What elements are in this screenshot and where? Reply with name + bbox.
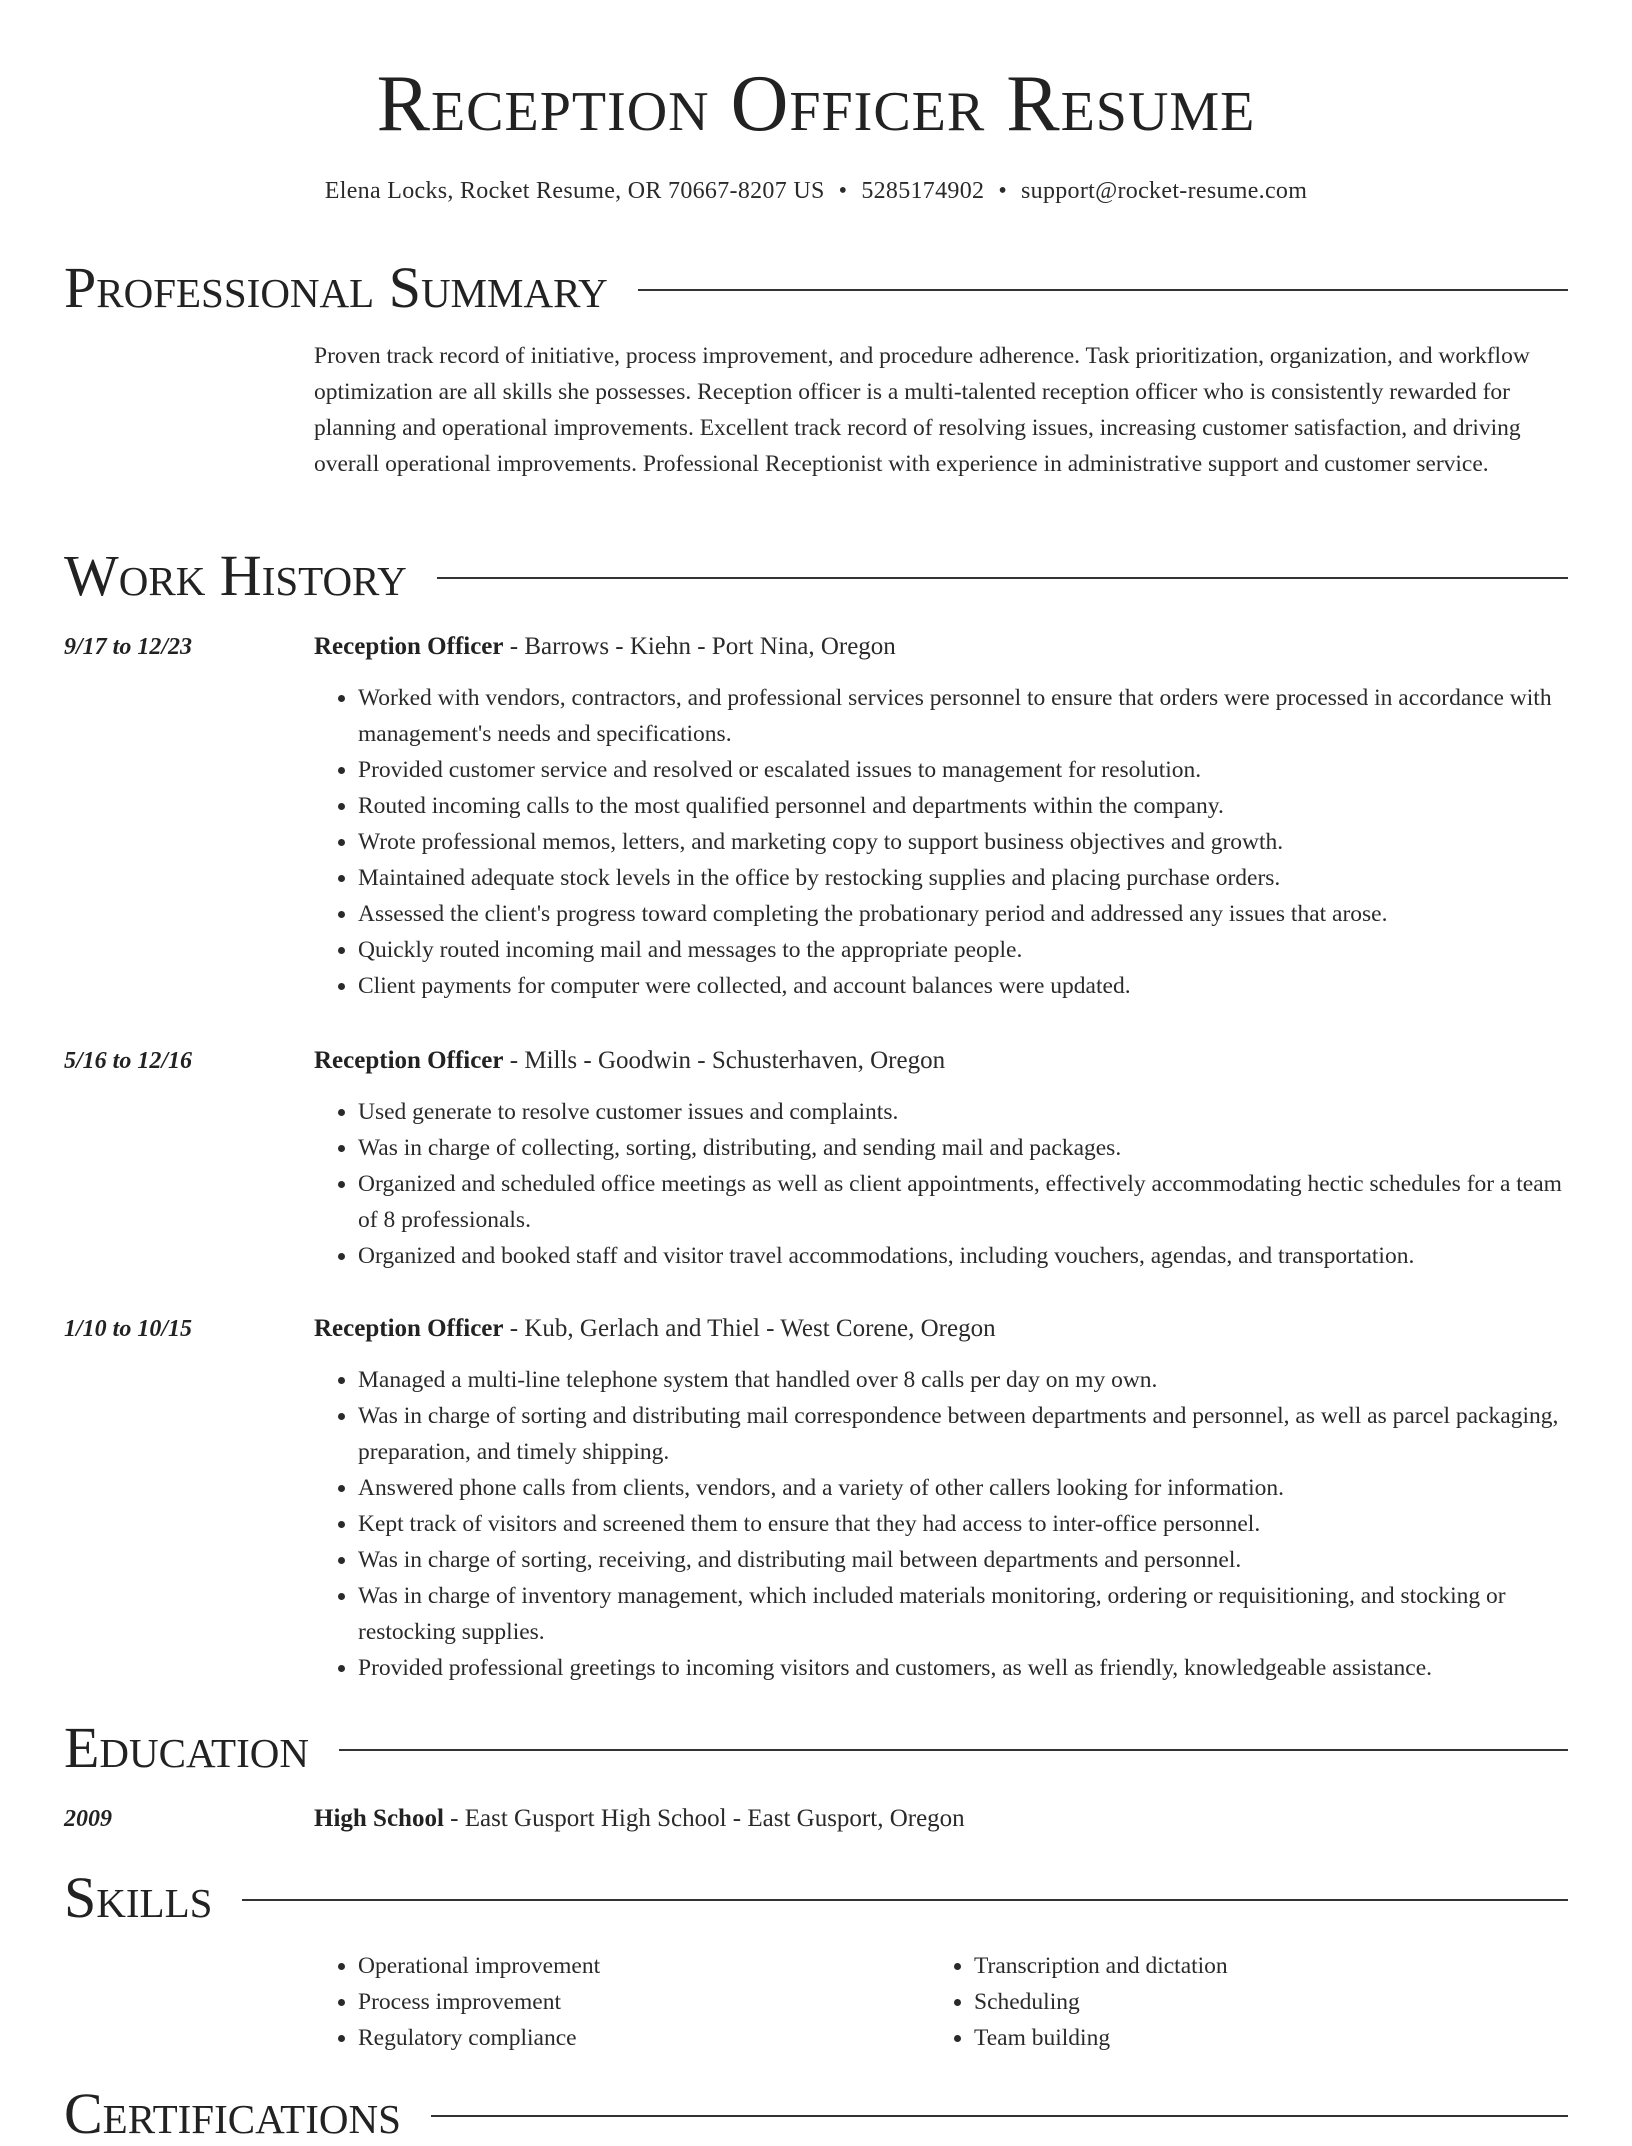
job-duty: • Wrote professional memos, letters, and marketing copy to support business objectives and growth. bbox=[358, 824, 1568, 860]
skill-item: • Transcription and dictation bbox=[974, 1948, 1546, 1984]
job-employer: - Mills - Goodwin - Schusterhaven, Oregon bbox=[503, 1047, 946, 1074]
contact-separator: • bbox=[998, 178, 1008, 204]
job-title: Reception Officer bbox=[314, 1315, 504, 1342]
contact-phone: 5285174902 bbox=[861, 178, 985, 204]
section-header-certifications bbox=[64, 2081, 1568, 2146]
section-title-skills: Skills bbox=[64, 1865, 213, 1930]
skill-item: • Operational improvement bbox=[358, 1948, 930, 1984]
contact-address: Elena Locks, Rocket Resume, OR 70667-8207 US bbox=[324, 178, 825, 204]
education-heading bbox=[314, 1802, 1568, 1836]
job-duty: • Organized and scheduled office meetings as well as client appointments, effectively accommodating hectic schedules for a team of 8 professionals. bbox=[358, 1166, 1568, 1238]
education-entry bbox=[64, 1802, 1568, 1836]
job-duty: • Provided professional greetings to incoming visitors and customers, as well as friendly, knowledgeable assistance. bbox=[358, 1650, 1568, 1686]
contact-email: support@rocket-resume.com bbox=[1021, 178, 1308, 204]
section-divider bbox=[431, 2115, 1568, 2117]
section-header-skills bbox=[64, 1865, 1568, 1930]
job-duties-list bbox=[314, 1094, 1568, 1274]
skills-column-left bbox=[314, 1948, 930, 2056]
education-degree: High School bbox=[314, 1805, 444, 1832]
contact-separator: • bbox=[838, 178, 848, 204]
education-school: - East Gusport High School - East Gusport, Oregon bbox=[443, 1805, 965, 1832]
job-duties-list bbox=[314, 680, 1568, 1004]
job-duty: • Worked with vendors, contractors, and professional services personnel to ensure that orders were processed in accordance with management's needs and specifications. bbox=[358, 680, 1568, 752]
job-heading bbox=[314, 1044, 1568, 1078]
section-divider bbox=[242, 1899, 1568, 1901]
job-duty: • Client payments for computer were collected, and account balances were updated. bbox=[358, 968, 1568, 1004]
skills-list bbox=[314, 1948, 1568, 2056]
skill-item: • Regulatory compliance bbox=[358, 2020, 930, 2056]
section-divider bbox=[638, 289, 1568, 291]
education-year: 2009 bbox=[64, 1806, 112, 1832]
section-title-certifications: Certifications bbox=[64, 2081, 401, 2146]
section-header-summary bbox=[64, 255, 1568, 320]
job-duty: • Provided customer service and resolved or escalated issues to management for resolution. bbox=[358, 752, 1568, 788]
job-entry bbox=[64, 1044, 1568, 1274]
job-duty: • Assessed the client's progress toward completing the probationary period and addressed any issues that arose. bbox=[358, 896, 1568, 932]
job-duty: • Maintained adequate stock levels in the office by restocking supplies and placing purchase orders. bbox=[358, 860, 1568, 896]
job-employer: - Barrows - Kiehn - Port Nina, Oregon bbox=[503, 633, 896, 660]
job-duty: • Routed incoming calls to the most qualified personnel and departments within the company. bbox=[358, 788, 1568, 824]
job-duty: • Managed a multi-line telephone system that handled over 8 calls per day on my own. bbox=[358, 1362, 1568, 1398]
summary-text: Proven track record of initiative, process improvement, and procedure adherence. Task prioritization, organization, and workflow optimization are all skills she possesses. Reception officer is a multi-talented reception officer who is consistently rewarded for planning and operational improvements. Excellent track record of resolving issues, increasing customer satisfaction, and driving overall operational improvements. Professional Receptionist with experience in administrative support and customer service. bbox=[314, 343, 1530, 477]
skill-item: • Team building bbox=[974, 2020, 1546, 2056]
job-duty: • Answered phone calls from clients, vendors, and a variety of other callers looking for information. bbox=[358, 1470, 1568, 1506]
section-title-education: Education bbox=[64, 1715, 309, 1780]
job-duty: • Was in charge of sorting and distributing mail correspondence between departments and personnel, as well as parcel packaging, preparation, and timely shipping. bbox=[358, 1398, 1568, 1470]
section-header-education bbox=[64, 1715, 1568, 1780]
job-dates: 5/16 to 12/16 bbox=[64, 1048, 193, 1074]
section-divider bbox=[339, 1749, 1568, 1751]
skill-item: • Scheduling bbox=[974, 1984, 1546, 2020]
section-divider bbox=[437, 577, 1568, 579]
job-heading bbox=[314, 1312, 1568, 1346]
job-entry bbox=[64, 630, 1568, 1004]
resume-title: Reception Officer Resume bbox=[376, 60, 1256, 148]
job-duties-list bbox=[314, 1362, 1568, 1686]
job-duty: • Kept track of visitors and screened them to ensure that they had access to inter-office personnel. bbox=[358, 1506, 1568, 1542]
section-title-work-history: Work History bbox=[64, 543, 407, 608]
job-duty: • Quickly routed incoming mail and messages to the appropriate people. bbox=[358, 932, 1568, 968]
job-title: Reception Officer bbox=[314, 1047, 504, 1074]
skills-column-right bbox=[930, 1948, 1546, 2056]
job-duty: • Was in charge of sorting, receiving, and distributing mail between departments and personnel. bbox=[358, 1542, 1568, 1578]
skill-item: • Process improvement bbox=[358, 1984, 930, 2020]
section-header-work-history bbox=[64, 543, 1568, 608]
job-dates: 9/17 to 12/23 bbox=[64, 634, 193, 660]
job-duty: • Was in charge of inventory management, which included materials monitoring, ordering or requisitioning, and stocking or restocking supplies. bbox=[358, 1578, 1568, 1650]
section-title-summary: Professional Summary bbox=[64, 255, 608, 320]
job-duty: • Was in charge of collecting, sorting, distributing, and sending mail and packages. bbox=[358, 1130, 1568, 1166]
job-title: Reception Officer bbox=[314, 633, 504, 660]
job-dates: 1/10 to 10/15 bbox=[64, 1316, 193, 1342]
job-duty: • Used generate to resolve customer issues and complaints. bbox=[358, 1094, 1568, 1130]
job-entry bbox=[64, 1312, 1568, 1686]
job-employer: - Kub, Gerlach and Thiel - West Corene, Oregon bbox=[503, 1315, 996, 1342]
job-heading bbox=[314, 630, 1568, 664]
job-duty: • Organized and booked staff and visitor travel accommodations, including vouchers, agendas, and transportation. bbox=[358, 1238, 1568, 1274]
contact-line bbox=[0, 174, 1632, 208]
